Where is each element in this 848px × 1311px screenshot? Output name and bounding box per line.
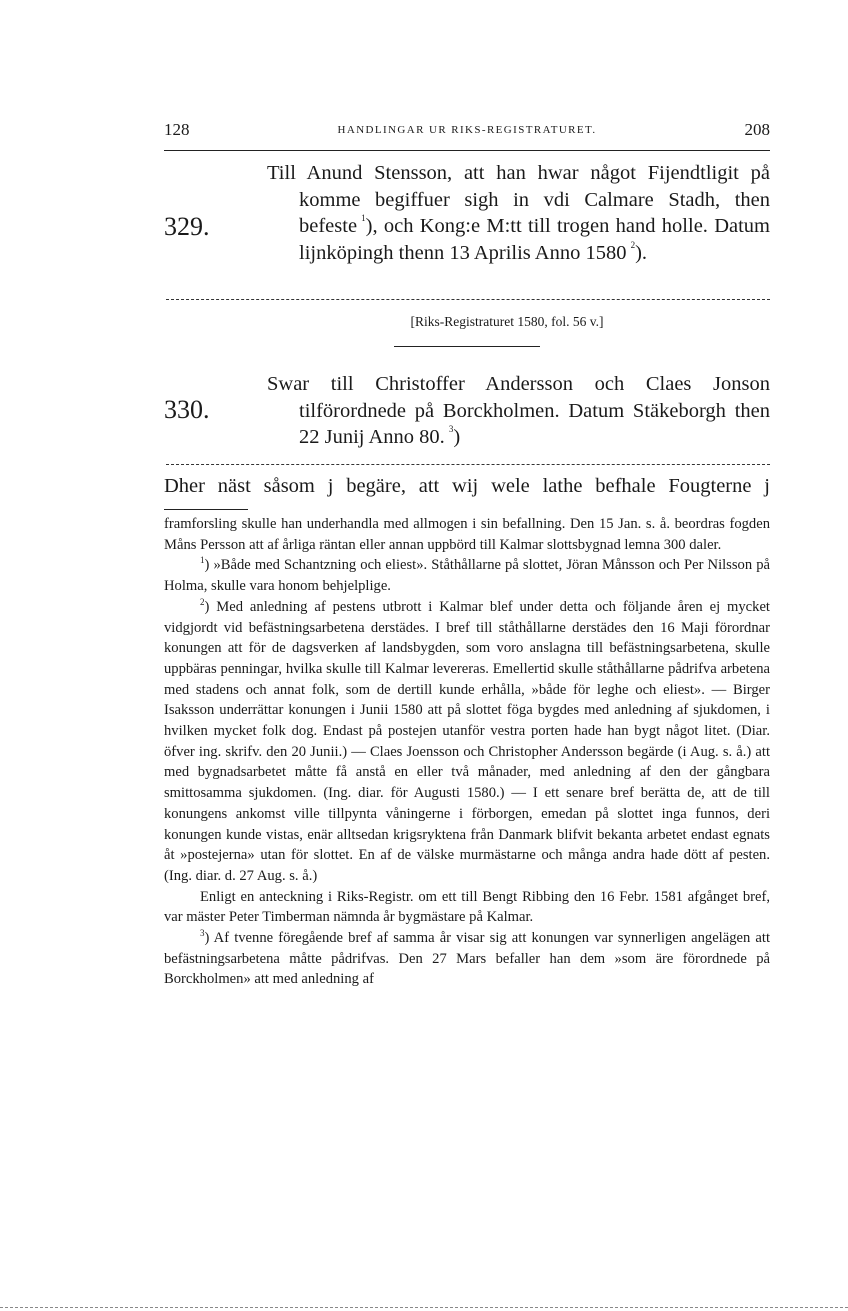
page-number-left: 128 — [164, 120, 190, 139]
dashed-separator — [166, 464, 770, 465]
dashed-separator — [166, 299, 770, 300]
source-citation: [Riks-Registraturet 1580, fol. 56 v.] — [410, 314, 604, 329]
short-rule — [394, 346, 540, 347]
footnotes — [164, 514, 770, 990]
footnote-3: $^3$) Af tvenne föregående bref af samma år visar sig att konungen var synnerligen angelägen att befästningsarbetena måtte pådrifvas. Den 27 Mars befaller han dem »som äre förordnede på Borckholmen» att med anledning af — [164, 928, 770, 988]
footnote-carryover: framforsling skulle han underhandla med allmogen i sin befallning. Den 15 Jan. s. å. beordras fogden Måns Persson att af årliga räntan eller annan uppbörd till Kalmar slottsbygnad lemna 300 daler. — [164, 516, 770, 553]
header-rule — [164, 150, 770, 151]
footnote-ref-2: 2 — [630, 239, 636, 250]
footnote-2: $^2$) Med anledning af pestens utbrott i Kalmar blef under detta och följande åren ej mycket vidgjordt vid befästningsarbetena derstädes. I bref till ståthållarne derstädes den 16 Maji förordnar konungen att för de dagsverken af landsbygden, som voro anslagna till befästningsarbetena, skulle uppbäras penningar, hvilka skulle till Kalmar levereras. Emellertid skulle ståthållarne pådrifva arbetena med stadens och annat folk, som de dertill kunde erhålla, »både för leghe och eliest». — Birger Isaksson underrättar konungen i Junii 1580 att på slottet föga bygdes med anledning af sjukdomen, i hvilken mycket folk dog. Endast på postejen utanför vestra porten hade han bygt något litet. (Diar. öfver ing. skrifv. den 20 Junii.) — Claes Joensson och Christopher Andersson begärde (i Aug. s. å.) att med bygnadsarbetet måtte få anstå en eller två månader, med anledning af den der gångbara smittosamma sjukdomen. (Ing. diar. för Augusti 1580.) — I ett senare bref berätta de, att de till konungens ankomst ville tillpynta våningerne i förborgen, emedan på slottet inga funnos, deri konungen kunde vistas, enär alltsedan krigsryktena från Danmark blifvit bekanta arbetet endast egnats åt »postejerna» utan för slottet. En af de välske murmästarne och många andra hade dött af pesten. (Ing. diar. d. 27 Aug. s. å.) — [164, 596, 770, 884]
footnote-rule — [164, 509, 248, 510]
running-title: HANDLINGAR UR RIKS-REGISTRATURET. — [337, 124, 597, 136]
footnote-ref-1: 1 — [361, 213, 366, 223]
entry-text: Till Anund Stensson, att han hwar något Fijendtligit på komme begiffuer sigh in vdi Calmare Stadh, then befeste $^1$), och Kong:e M:tt till trogen hand holle. Datum lijnköpingh thenn 13 Aprilis Anno 1580 $^2$). — [267, 162, 770, 264]
page-number-right: 208 — [744, 120, 770, 139]
footnote-ref-3: 3 — [448, 424, 454, 434]
entry-number: 329. — [164, 212, 210, 241]
continuation-line: Dher näst såsom j begäre, att wij wele lathe befhale Fougterne j — [164, 475, 770, 497]
footnote-2-continued: Enligt en anteckning i Riks-Registr. om ett till Bengt Ribbing den 16 Febr. 1581 afgånget bref, var mäster Peter Timberman nämnda år bygmästare på Kalmar. — [164, 888, 770, 926]
page-edge — [0, 1307, 848, 1308]
entry-text: Swar till Christoffer Andersson och Claes Jonson tilförordnede på Borckholmen. Datum Stäkeborgh then 22 Junij Anno 80. $^3$) — [267, 373, 770, 448]
footnote-1: $^1$) »Både med Schantzning och eliest». Ståthållarne på slottet, Jöran Månsson och Per Nilsson på Holma, skulle vara honom behjelplige. — [164, 555, 770, 595]
running-header — [164, 120, 770, 144]
entry-number: 330. — [164, 395, 210, 424]
